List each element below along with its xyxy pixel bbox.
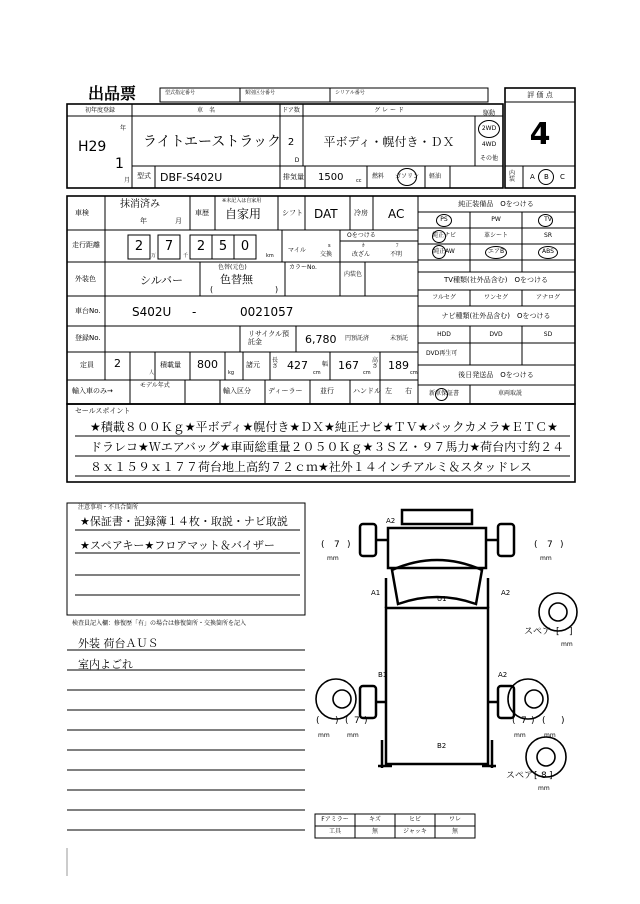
drive-2wd: 2WD — [481, 125, 497, 132]
import-parallel: 並行 — [320, 387, 334, 395]
sales-line: ８ｘ１５９ｘ１７７荷台地上高約７２ｃｍ★社外１４インチアルミ＆スタッドレス — [90, 460, 532, 474]
ac-value: AC — [388, 207, 405, 221]
opt-nav-circle — [432, 230, 446, 243]
tire-rl-out-close: ) — [364, 716, 368, 726]
width-value: 167 — [338, 359, 359, 372]
doors-label: ドア数 — [282, 107, 300, 114]
opt-leather: 革シート — [483, 232, 509, 239]
grade-value: 平ボディ・幌付き・ＤＸ — [323, 135, 455, 149]
tv-oneseg: ワンセグ — [483, 294, 509, 301]
interior-a: A — [530, 173, 535, 181]
notes-line: ★保証書・記録簿１４枚・取説・ナビ取説 — [80, 515, 288, 528]
score-value: 4 — [529, 117, 551, 152]
nav-dvd: DVD — [489, 331, 503, 338]
color-orig-label: 色替(元色) — [218, 264, 247, 271]
docs-title: 後日発送品 Oをつける — [458, 371, 534, 379]
spare-top-close: ] — [569, 627, 573, 637]
spare-top-open: [ — [556, 627, 560, 637]
door-d: D — [294, 157, 300, 164]
length-unit: cm — [313, 370, 321, 376]
colorno-label: カラーNo. — [289, 264, 317, 271]
color-swap-value: 色替無 — [220, 273, 253, 286]
paren-f: ﾌ — [396, 243, 399, 249]
spare-bottom-close: ] — [549, 771, 553, 781]
damage-b1: B1 — [378, 671, 388, 679]
int-color-label: 内装色 — [344, 271, 363, 278]
tire-front-right-unit: mm — [540, 555, 552, 562]
damage-a2-front: A2 — [386, 517, 396, 525]
legend-scratch: キズ — [369, 816, 381, 823]
spare-bottom-unit: mm — [538, 785, 550, 792]
damage-a2-rear: A2 — [498, 671, 508, 679]
load-value: 800 — [197, 358, 218, 371]
tire-rl-out-depth: 7 — [354, 716, 360, 726]
fuel-light: 軽油 — [429, 173, 442, 180]
fuel-label: 燃料 — [372, 173, 385, 180]
mileage-digit: 0 — [240, 239, 250, 254]
car-name: ライトエーストラック — [143, 134, 282, 150]
displacement-label: 排気量 — [283, 173, 304, 181]
reg-no-label: 登録No. — [75, 334, 101, 342]
sales-label: セールスポイント — [75, 407, 131, 415]
nav-title: ナビ種類(社外品含む) Oをつける — [441, 312, 551, 320]
opt-airbag: エアB — [487, 248, 505, 255]
paren-close: ) — [275, 285, 279, 294]
tire-rr-out-unit: mm — [544, 732, 556, 739]
tire-front-right-open: ( — [534, 540, 538, 550]
model-label: 型式 — [137, 172, 151, 180]
tire-rl-in-unit: mm — [318, 732, 330, 739]
height-value: 189 — [388, 359, 409, 372]
opt-nav: 純正ナビ — [431, 232, 457, 239]
notes-line: ★スペアキー★フロアマット＆バイザー — [80, 539, 275, 552]
drive-label: 駆動 — [482, 110, 496, 117]
cc-unit: cc — [356, 178, 362, 184]
displacement-value: 1500 — [318, 172, 344, 183]
legend-mirror: Fアミラー — [321, 816, 349, 823]
handle-right: 右 — [405, 387, 412, 395]
load-label: 積載量 — [160, 361, 181, 369]
import-label: 輸入車のみ→ — [72, 387, 113, 395]
nav-hdd: HDD — [437, 331, 451, 338]
tire-rr-in-close: ) — [531, 716, 535, 726]
notes-label: 注意事項・不具合箇所 — [78, 504, 139, 511]
mileage-digit: 2 — [196, 239, 206, 254]
doc-warranty-circle — [435, 388, 448, 401]
tire-front-left-depth: 7 — [334, 540, 340, 550]
tv-title: TV種類(社外品含む) Oをつける — [443, 276, 549, 284]
options-title: 純正装備品 Oをつける — [458, 200, 534, 208]
type-no-label: 型式指定番号 — [165, 90, 196, 96]
class-no-label: 類別区分番号 — [245, 90, 276, 96]
drive-4wd: 4WD — [481, 141, 497, 148]
inspector-line: 外装 荷台ＡＵＳ — [78, 637, 159, 650]
drive-2wd-circle — [478, 120, 500, 138]
usage-value: 自家用 — [225, 207, 262, 221]
height-unit: cm — [410, 370, 418, 376]
score-label: 評 価 点 — [527, 91, 553, 99]
nav-sd: SD — [543, 331, 553, 338]
month-unit: 月 — [124, 177, 131, 184]
legend-jack: ジャッキ — [403, 828, 427, 835]
handle-label: ハンドル — [353, 387, 381, 395]
length-label: 長さ — [272, 357, 279, 370]
shift-label: シフト — [282, 209, 303, 217]
spare-bottom-open: [ — [534, 771, 538, 781]
year-unit: 年 — [120, 125, 127, 132]
ac-label: 冷房 — [354, 209, 368, 217]
paren-open: ( — [210, 285, 214, 294]
form-title: 出品票 — [88, 84, 137, 103]
paren-s: s — [328, 243, 331, 249]
tire-rl-in-open: ( — [316, 716, 320, 726]
opt-ps: PS — [440, 216, 448, 223]
tire-rr-in-depth: 7 — [521, 716, 527, 726]
mileage-sen: 千 — [183, 253, 189, 259]
reg-era: H29 — [78, 139, 107, 155]
paren-ka: ｶ — [362, 243, 365, 249]
chassis-label: 車台No. — [75, 307, 101, 315]
inspection-label: 車検 — [75, 209, 89, 217]
opt-airbag-circle — [485, 246, 507, 259]
inspection-value: 抹消済み — [120, 199, 160, 210]
mileage-digit: 5 — [218, 239, 228, 254]
sales-line: ドラレコ★Ｗエアバッグ★車両総重量２０５０Ｋｇ★３ＳＺ・９７馬力★荷台内寸約２４ — [90, 440, 565, 454]
interior-c: C — [560, 173, 565, 181]
spare-bottom-label: スペア — [506, 771, 534, 781]
mileage-man: 万 — [151, 253, 157, 259]
fuel-gas: ガソリン — [395, 173, 420, 180]
damage-b2: B2 — [437, 742, 447, 750]
tire-front-right-close: ) — [560, 540, 564, 550]
fuel-gas-circle — [395, 168, 420, 186]
opt-tv: TV — [544, 216, 552, 223]
length-value: 427 — [287, 359, 308, 372]
legend-break: ワレ — [448, 816, 462, 823]
mileage-digit: 7 — [164, 239, 174, 254]
doc-manual: 車両取説 — [497, 390, 523, 397]
height-label: 高さ — [372, 357, 379, 370]
recycle-value: 6,780 — [305, 333, 337, 346]
opt-ps-circle — [436, 214, 452, 227]
reg-month: 1 — [115, 156, 124, 172]
recycle-label: リサイクル預託金 — [248, 330, 290, 347]
unknown-label: 不明 — [390, 251, 403, 258]
interior-label: 内装 — [509, 170, 516, 183]
opt-pw: PW — [491, 216, 501, 223]
legend-tools: 工具 — [328, 828, 342, 835]
drive-other: その他 — [479, 155, 499, 162]
nav-dvd-play: DVD再生可 — [426, 350, 458, 357]
tire-front-left-unit: mm — [327, 555, 339, 562]
opt-abs: ABS — [542, 248, 554, 255]
recycle-unpaid: 未預託 — [390, 335, 409, 342]
inspector-line: 室内よごれ — [78, 658, 133, 671]
inspection-year: 年 — [140, 217, 147, 225]
chassis-dash: - — [192, 305, 197, 319]
mileage-km: km — [266, 253, 274, 259]
chassis-prefix: S402U — [132, 305, 172, 319]
tire-front-left-close: ) — [347, 540, 351, 550]
spare-top-label: スペア — [524, 627, 552, 637]
mileage-digit: 2 — [134, 239, 144, 254]
opt-aw: 純正AW — [433, 248, 455, 255]
import-dealer: ディーラー — [268, 387, 303, 395]
width-unit: cm — [363, 370, 371, 376]
spare-top-unit: mm — [561, 641, 573, 648]
tv-analog: アナログ — [535, 294, 561, 301]
capacity-value: 2 — [114, 357, 121, 370]
tire-rr-in-open: ( — [512, 716, 516, 726]
grade-label: グ レ ー ド — [374, 107, 404, 114]
meter-label: マイル — [288, 247, 306, 254]
color-label: 外装色 — [75, 275, 96, 283]
tire-rl-out-unit: mm — [347, 732, 359, 739]
tire-rr-out-open: ( — [542, 716, 546, 726]
tire-rl-out-open: ( — [345, 716, 349, 726]
doors-value: 2 — [287, 137, 295, 148]
width-label: 幅 — [322, 361, 329, 368]
tire-front-left-open: ( — [321, 540, 325, 550]
spare-bottom-depth: 8 — [541, 771, 547, 781]
sales-line: ★積載８００Ｋｇ★平ボディ★幌付き★ＤＸ★純正ナビ★ＴＶ★バックカメラ★ＥＴＣ★ — [90, 420, 558, 434]
mileage-label: 走行距離 — [72, 241, 100, 249]
damage-u1: U1 — [437, 595, 447, 603]
car-name-label: 車 名 — [196, 107, 216, 114]
usage-label: 車歴 — [195, 209, 209, 217]
legend-jack-value: 無 — [451, 828, 459, 835]
interior-b-circle — [538, 169, 554, 185]
tire-rr-out-close: ) — [561, 716, 565, 726]
tire-front-right-depth: 7 — [547, 540, 553, 550]
legend-tools-value: 無 — [371, 828, 379, 835]
shift-value: DAT — [314, 207, 338, 221]
capacity-label: 定員 — [80, 361, 94, 369]
tire-rl-in-close: ) — [335, 716, 339, 726]
usage-note: ※未記入は自家用 — [222, 198, 262, 204]
opt-tv-circle — [538, 214, 553, 227]
opt-aw-circle — [432, 245, 446, 259]
recycle-unit: 円預託済 — [345, 335, 370, 342]
mileage-circle-note: Oをつける — [347, 232, 376, 239]
doc-warranty: 新車保証書 — [428, 390, 460, 397]
inspection-month: 月 — [175, 217, 182, 225]
model-value: DBF-S402U — [160, 171, 223, 184]
capacity-unit: 人 — [149, 370, 155, 376]
import-div-label: 輸入区分 — [223, 387, 251, 395]
handle-left: 左 — [385, 387, 392, 395]
damage-a1-left: A1 — [371, 589, 381, 597]
tv-fullseg: フルセグ — [432, 294, 456, 301]
tamper-label: 改ざん — [352, 251, 371, 258]
opt-sr: SR — [544, 232, 552, 239]
model-year-label: モデル年式 — [140, 382, 170, 389]
chassis-number: 0021057 — [240, 305, 294, 319]
damage-a2-right: A2 — [501, 589, 511, 597]
dims-label: 諸元 — [246, 361, 260, 369]
tire-rr-in-unit: mm — [514, 732, 526, 739]
legend-crack: ヒビ — [408, 816, 422, 823]
swap-label: 交換 — [320, 251, 333, 258]
serial-label: シリアル番号 — [335, 90, 365, 96]
opt-abs-circle — [538, 246, 558, 259]
first-reg-label: 初年度登録 — [84, 107, 116, 114]
inspector-label: 検査員記入欄：修復歴「有」の場合は修復箇所・交換箇所を記入 — [72, 620, 247, 627]
truck-diagram — [360, 510, 514, 768]
load-unit: kg — [228, 370, 235, 376]
color-value: シルバー — [140, 274, 183, 287]
interior-b: B — [544, 173, 549, 181]
